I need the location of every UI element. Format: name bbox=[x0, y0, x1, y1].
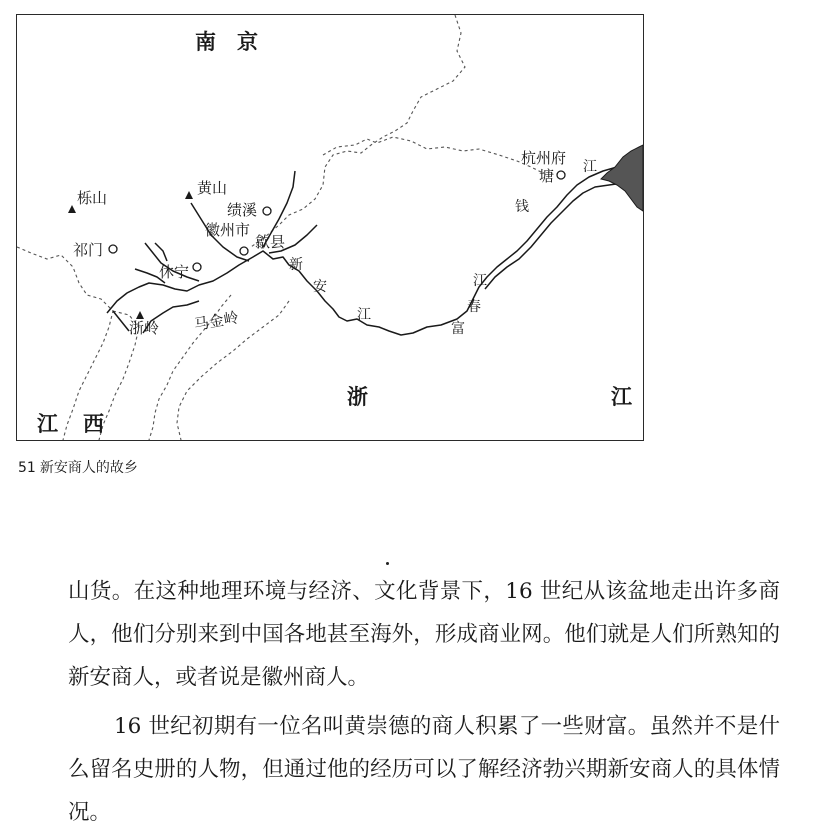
mountain-icon-zheling bbox=[136, 311, 144, 319]
city-icon-qimen bbox=[109, 245, 117, 253]
hangzhou-bay bbox=[601, 145, 643, 211]
boundary-northeast bbox=[323, 137, 543, 173]
paragraph: 16 世纪初期有一位名叫黄崇德的商人积累了一些财富。虽然并不是什么留名史册的人物，但通过他的经历可以了解经济勃兴期新安商人的具体情况。 bbox=[68, 714, 780, 825]
place-label-tang: 塘 bbox=[539, 167, 555, 185]
mountain-icon-huangshan bbox=[185, 191, 193, 199]
mountain-icon-lishan bbox=[68, 205, 76, 213]
body-text bbox=[68, 570, 780, 834]
river-label-xin: 新 bbox=[289, 257, 303, 273]
river-label-jiang1: 江 bbox=[357, 307, 371, 323]
place-label-jixi: 绩溪 bbox=[227, 201, 258, 219]
region-label-jiangxi-jiang: 江 bbox=[37, 412, 58, 436]
place-label-majinling: 马金岭 bbox=[192, 308, 241, 334]
caption-number: 51 bbox=[18, 460, 36, 476]
place-label-hangzhou: 杭州府 bbox=[521, 149, 567, 167]
place-label-qimen: 祁门 bbox=[73, 241, 104, 259]
place-label-shexian: 歙县 bbox=[255, 233, 286, 251]
region-label-jiang-east: 江 bbox=[611, 385, 632, 409]
region-label-zhe: 浙 bbox=[347, 385, 368, 409]
paragraph: 山货。在这种地理环境与经济、文化背景下，16 世纪从该盆地走出许多商人，他们分别来到中国各地甚至海外，形成商业网。他们就是人们所熟知的新安商人，或者说是徽州商人。 bbox=[68, 579, 780, 690]
place-label-lishan: 栎山 bbox=[77, 189, 108, 207]
qiantang-bank bbox=[485, 177, 643, 289]
map-canvas bbox=[17, 15, 643, 440]
river-label-an: 安 bbox=[313, 279, 327, 295]
city-icon-shexian bbox=[240, 247, 248, 255]
map-symbols bbox=[68, 171, 565, 319]
place-label-zheling: 浙岭 bbox=[129, 319, 160, 337]
figure-caption bbox=[18, 457, 138, 477]
river-label-jiang3: 江 bbox=[473, 273, 487, 289]
place-label-xiuning: 休宁 bbox=[159, 263, 190, 281]
city-icon-hangzhou bbox=[557, 171, 565, 179]
river-label-fu: 富 bbox=[451, 321, 465, 337]
province-boundaries bbox=[17, 15, 543, 440]
print-speck bbox=[386, 562, 389, 565]
river-label-qian: 钱 bbox=[515, 199, 529, 215]
place-label-huangshan: 黄山 bbox=[197, 179, 228, 197]
rivers bbox=[107, 155, 643, 335]
map-figure bbox=[16, 14, 644, 441]
region-label-jiangxi-xi: 西 bbox=[83, 412, 104, 436]
place-label-huizhou: 徽州市 bbox=[205, 221, 251, 239]
river-label-jiang2: 江 bbox=[583, 159, 597, 175]
city-icon-xiuning bbox=[193, 263, 201, 271]
caption-text: 新安商人的故乡 bbox=[39, 460, 138, 476]
xinan-river bbox=[107, 155, 643, 335]
city-icon-jixi bbox=[263, 207, 271, 215]
river-label-chun: 春 bbox=[467, 299, 481, 315]
region-label-nanjing: 南 京 bbox=[195, 30, 258, 54]
